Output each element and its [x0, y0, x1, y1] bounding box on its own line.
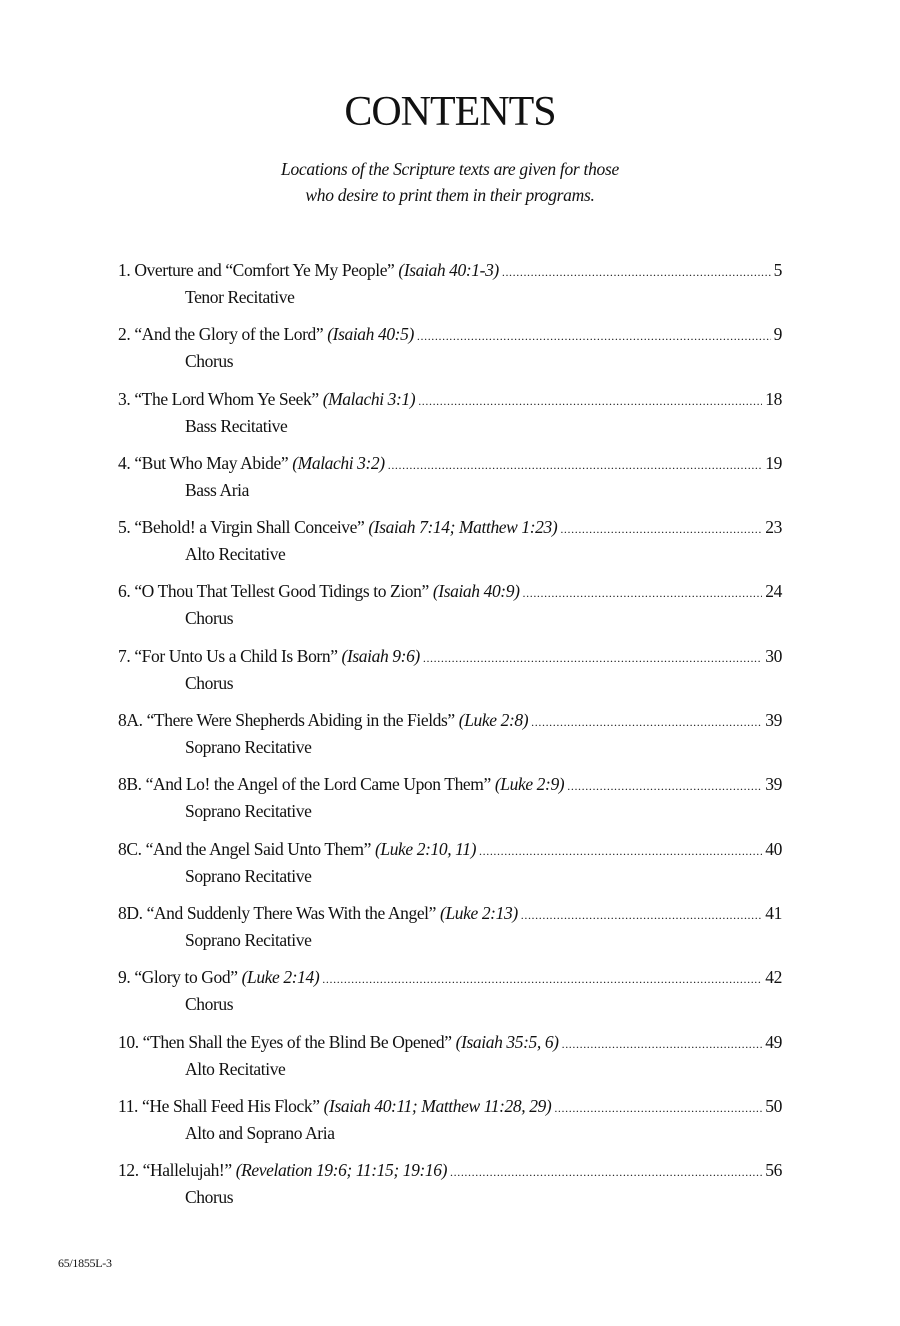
entry-title: “There Were Shepherds Abiding in the Fields”	[146, 710, 455, 731]
entry-number: 12.	[118, 1160, 139, 1181]
scripture-reference: (Luke 2:14)	[241, 967, 320, 988]
voice-type: Alto and Soprano Aria	[185, 1122, 335, 1143]
toc-entry[interactable]	[118, 1094, 782, 1158]
subtitle-line-1: Locations of the Scripture texts are given for those	[281, 159, 619, 179]
voice-type: Alto Recitative	[185, 1058, 286, 1079]
entry-title: “Hallelujah!”	[142, 1160, 232, 1181]
page-number: 41	[765, 902, 782, 923]
entry-title: “For Unto Us a Child Is Born”	[134, 645, 338, 666]
entry-number: 1.	[118, 260, 131, 280]
entry-title: “And the Angel Said Unto Them”	[145, 838, 371, 859]
page-number: 30	[765, 645, 782, 666]
entry-title: “And Suddenly There Was With the Angel”	[146, 902, 437, 923]
dot-leader	[418, 387, 762, 414]
voice-type: Chorus	[185, 608, 234, 629]
page-number: 5	[773, 260, 782, 280]
voice-type: Chorus	[185, 351, 234, 372]
entry-number: 8C.	[118, 838, 142, 859]
toc-entry[interactable]	[118, 1158, 782, 1222]
voice-type: Soprano Recitative	[185, 801, 312, 822]
page-number: 49	[765, 1031, 782, 1052]
entry-number: 8A.	[118, 710, 143, 731]
toc-entry[interactable]	[118, 258, 782, 322]
dot-leader	[531, 708, 762, 735]
entry-title: “But Who May Abide”	[134, 452, 289, 473]
toc-entry[interactable]	[118, 1030, 782, 1094]
page-subtitle	[0, 156, 900, 208]
dot-leader	[502, 258, 771, 285]
scripture-reference: (Isaiah 7:14; Matthew 1:23)	[368, 517, 558, 538]
entry-number: 3.	[118, 388, 131, 409]
subtitle-line-2: who desire to print them in their programs.	[305, 185, 595, 205]
page-number: 18	[765, 388, 782, 409]
entry-number: 2.	[118, 324, 131, 345]
dot-leader	[562, 1030, 763, 1057]
entry-number: 9.	[118, 967, 131, 988]
scripture-reference: (Luke 2:13)	[440, 902, 518, 923]
toc-entry[interactable]	[118, 772, 782, 836]
scripture-reference: (Revelation 19:6; 11:15; 19:16)	[235, 1160, 448, 1181]
voice-type: Bass Aria	[185, 479, 249, 500]
toc-entry[interactable]	[118, 901, 782, 965]
page-number: 19	[765, 452, 782, 473]
voice-type: Tenor Recitative	[185, 287, 295, 307]
scripture-reference: (Isaiah 40:9)	[432, 581, 520, 602]
dot-leader	[417, 322, 771, 349]
entry-number: 7.	[118, 645, 131, 666]
entry-number: 11.	[118, 1095, 139, 1116]
toc-entry[interactable]	[118, 515, 782, 579]
toc-entry[interactable]	[118, 579, 782, 643]
voice-type: Chorus	[185, 1187, 234, 1208]
scripture-reference: (Isaiah 40:11; Matthew 11:28, 29)	[323, 1095, 552, 1116]
toc-entry[interactable]	[118, 965, 782, 1029]
entry-number: 8D.	[118, 902, 143, 923]
entry-title: Overture and “Comfort Ye My People”	[134, 260, 395, 280]
dot-leader	[423, 644, 762, 671]
entry-title: “He Shall Feed His Flock”	[142, 1095, 320, 1116]
dot-leader	[450, 1158, 762, 1185]
entry-number: 5.	[118, 517, 131, 538]
page-number: 42	[765, 967, 782, 988]
toc-entry[interactable]	[118, 708, 782, 772]
scripture-reference: (Isaiah 40:5)	[327, 324, 414, 345]
voice-type: Soprano Recitative	[185, 929, 312, 950]
voice-type: Chorus	[185, 994, 234, 1015]
entry-number: 4.	[118, 452, 131, 473]
voice-type: Soprano Recitative	[185, 737, 312, 758]
scripture-reference: (Luke 2:8)	[458, 710, 529, 731]
page-number: 24	[765, 581, 782, 602]
scripture-reference: (Isaiah 40:1-3)	[398, 260, 499, 280]
dot-leader	[322, 965, 762, 992]
entry-number: 8B.	[118, 774, 142, 795]
scripture-reference: (Isaiah 9:6)	[341, 645, 420, 666]
dot-leader	[554, 1094, 762, 1121]
voice-type: Soprano Recitative	[185, 865, 312, 886]
dot-leader	[567, 772, 762, 799]
entry-title: “Glory to God”	[134, 967, 238, 988]
voice-type: Chorus	[185, 672, 234, 693]
entry-title: “The Lord Whom Ye Seek”	[134, 388, 319, 409]
entry-title: “And Lo! the Angel of the Lord Came Upon Them”	[145, 774, 491, 795]
dot-leader	[560, 515, 762, 542]
page-number: 40	[765, 838, 782, 859]
entry-title: “Behold! a Virgin Shall Conceive”	[134, 517, 365, 538]
dot-leader	[521, 901, 763, 928]
scripture-reference: (Luke 2:9)	[494, 774, 565, 795]
dot-leader	[523, 579, 763, 606]
page-number: 23	[765, 517, 782, 538]
page-number: 9	[773, 324, 782, 345]
toc-entry[interactable]	[118, 837, 782, 901]
page-number: 39	[765, 774, 782, 795]
page-title: CONTENTS	[344, 89, 556, 135]
toc-entry[interactable]	[118, 451, 782, 515]
entry-number: 10.	[118, 1031, 139, 1052]
entry-number: 6.	[118, 581, 131, 602]
page-number: 50	[765, 1095, 782, 1116]
catalog-code: 65/1855L-3	[58, 1256, 112, 1270]
scripture-reference: (Isaiah 35:5, 6)	[455, 1031, 559, 1052]
page-number: 39	[765, 710, 782, 731]
toc-entry[interactable]	[118, 387, 782, 451]
voice-type: Bass Recitative	[185, 415, 288, 436]
voice-type: Alto Recitative	[185, 544, 286, 565]
page-number: 56	[765, 1160, 782, 1181]
dot-leader	[388, 451, 763, 478]
dot-leader	[479, 837, 762, 864]
table-of-contents	[118, 258, 782, 1222]
entry-title: “And the Glory of the Lord”	[134, 324, 324, 345]
scripture-reference: (Malachi 3:1)	[322, 388, 416, 409]
entry-title: “Then Shall the Eyes of the Blind Be Opened”	[142, 1031, 452, 1052]
scripture-reference: (Malachi 3:2)	[292, 452, 385, 473]
toc-entry[interactable]	[118, 644, 782, 708]
toc-entry[interactable]	[118, 322, 782, 386]
entry-title: “O Thou That Tellest Good Tidings to Zion”	[134, 581, 429, 602]
scripture-reference: (Luke 2:10, 11)	[374, 838, 477, 859]
